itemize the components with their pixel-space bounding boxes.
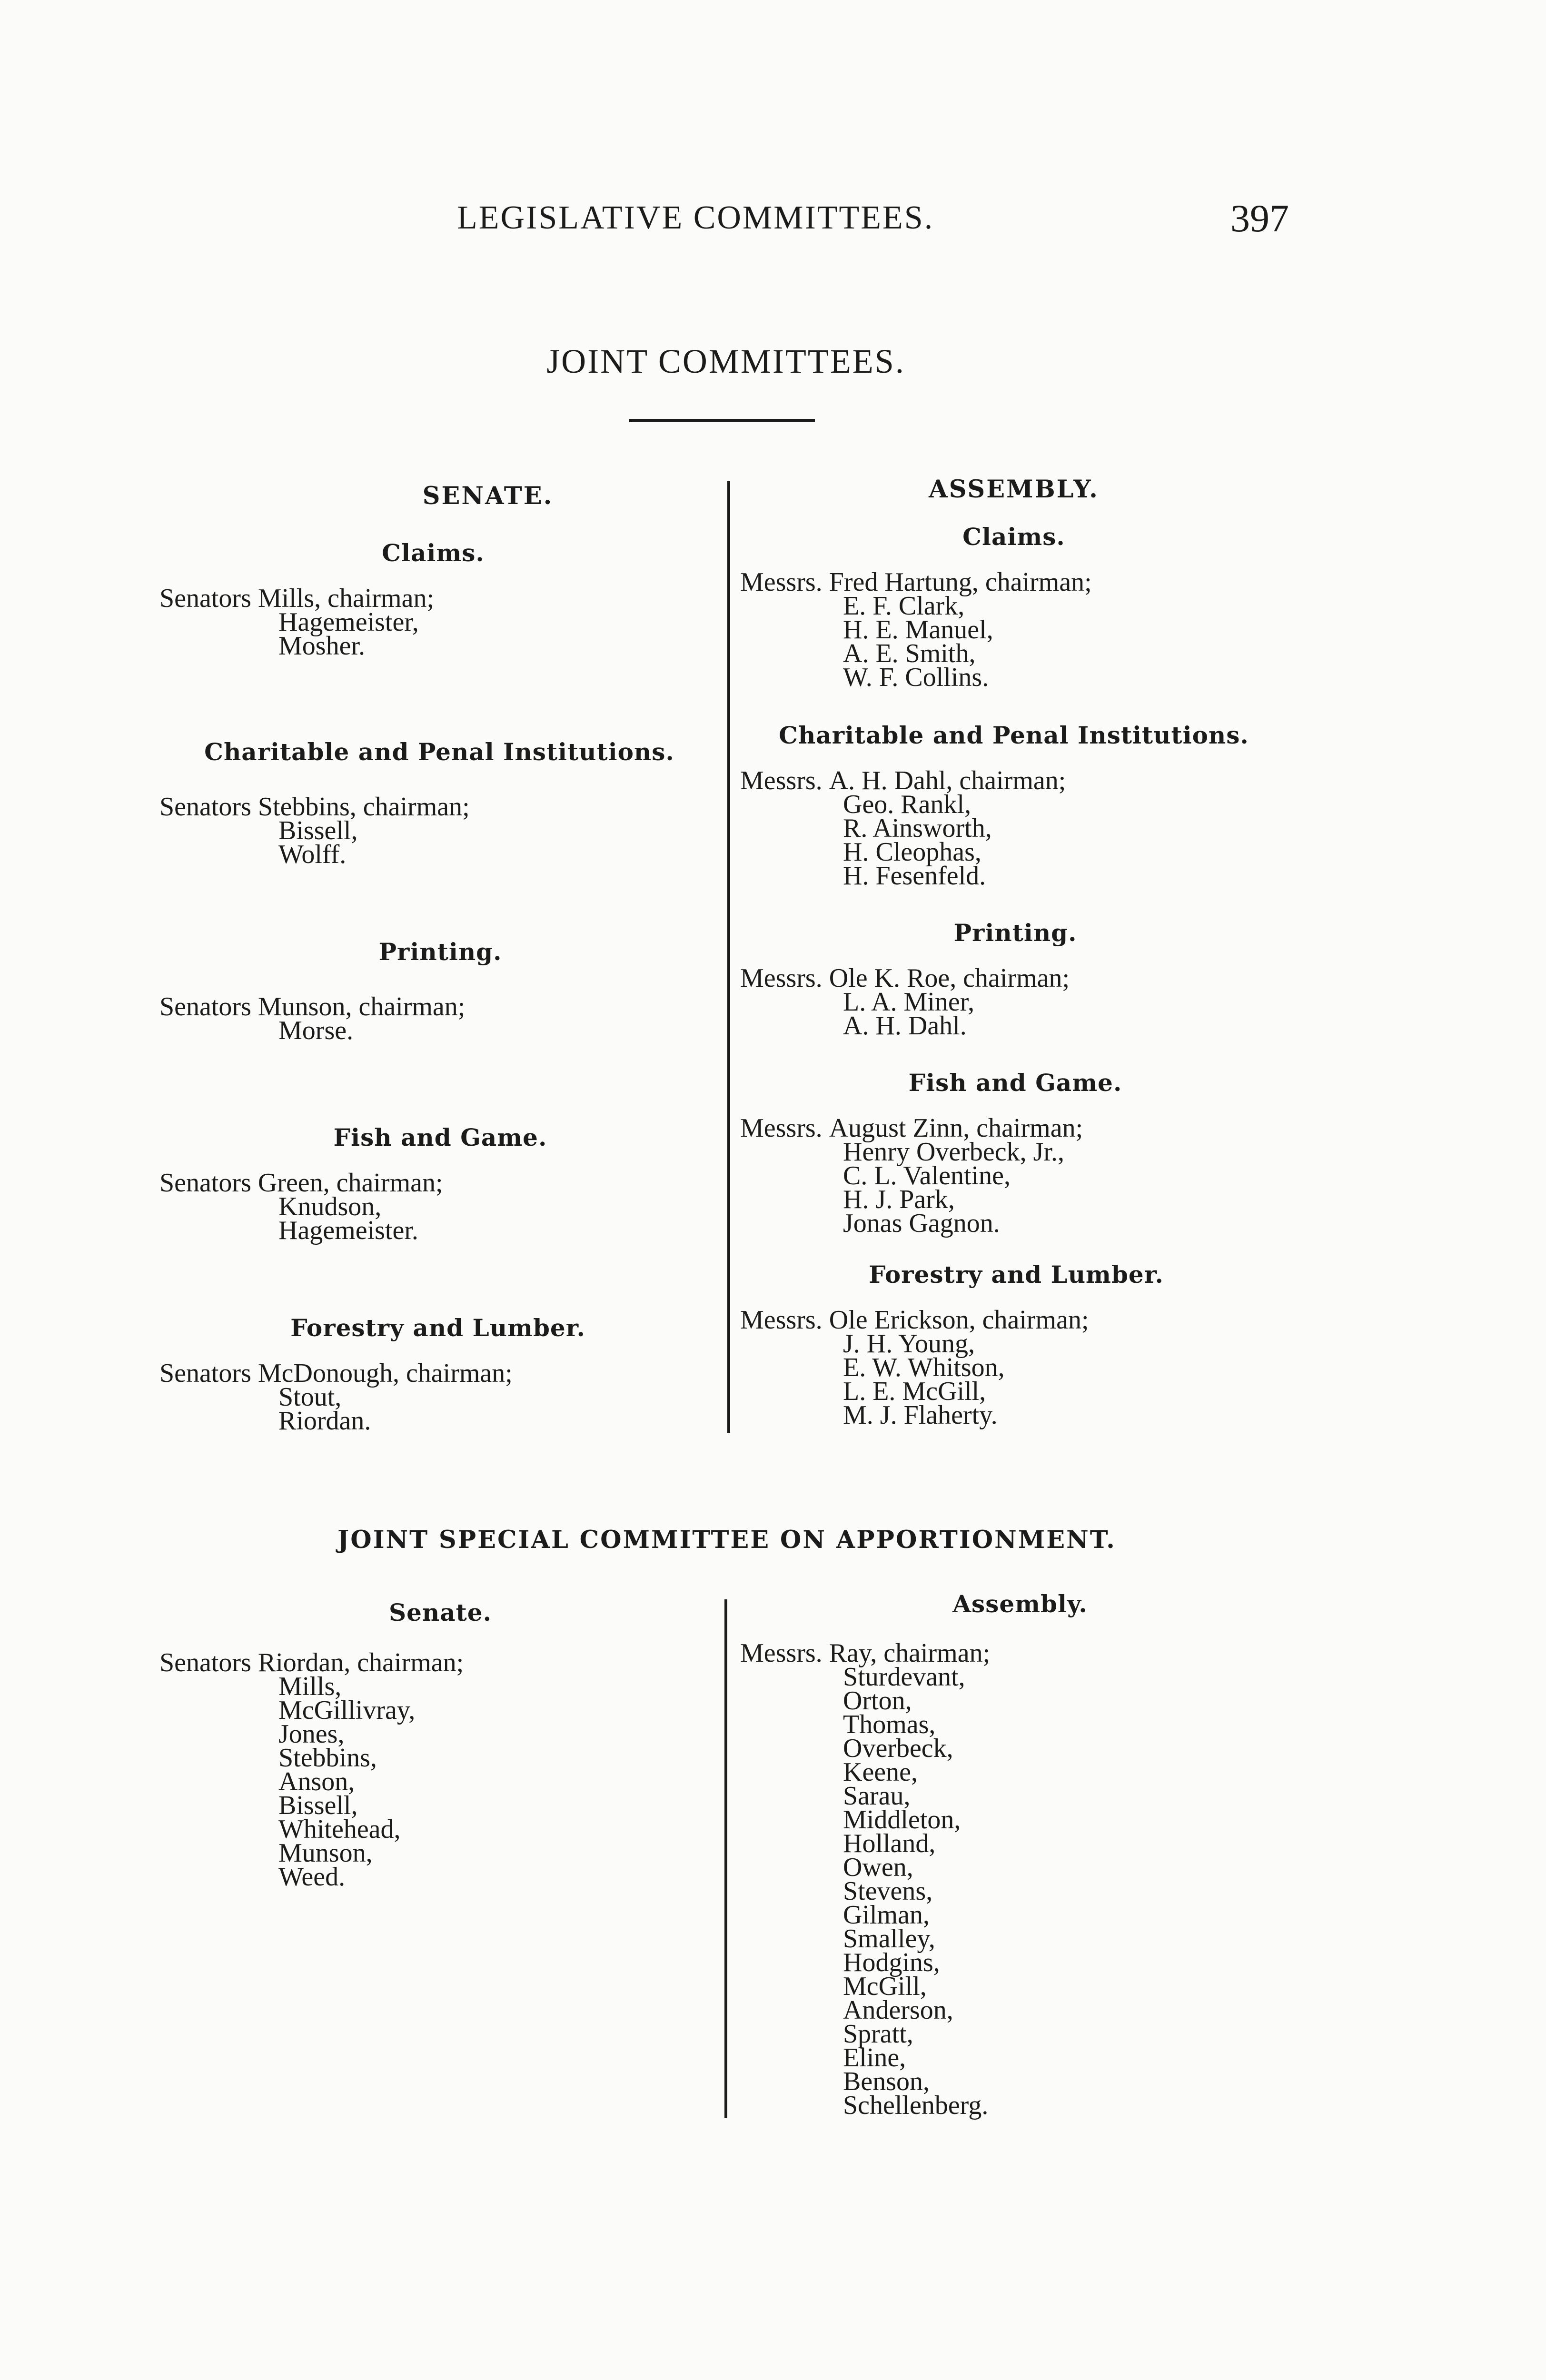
- member-name: Morse.: [278, 1016, 354, 1045]
- member-name: Ray, chairman;: [829, 1638, 991, 1668]
- member-name: Stout,: [278, 1382, 342, 1412]
- member-name: Middleton,: [843, 1805, 961, 1835]
- member-name: Schellenberg.: [843, 2091, 989, 2120]
- member-name: L. A. Miner,: [843, 987, 975, 1017]
- member-name: McGillivray,: [278, 1696, 416, 1725]
- member-name: Thomas,: [843, 1710, 936, 1739]
- member-name: H. J. Park,: [843, 1185, 955, 1214]
- senate-committee-members: [159, 1359, 513, 1436]
- member-name: Overbeck,: [843, 1734, 953, 1763]
- senate-committee-heading: Charitable and Penal Institutions.: [204, 738, 674, 766]
- member-name: Green, chairman;: [258, 1168, 443, 1198]
- member-name: Hagemeister.: [278, 1216, 418, 1245]
- member-name: Whitehead,: [278, 1815, 401, 1844]
- member-name: Hagemeister,: [278, 607, 419, 637]
- member-name: Mosher.: [278, 631, 365, 661]
- member-name: C. L. Valentine,: [843, 1161, 1011, 1190]
- member-name: J. H. Young,: [843, 1329, 975, 1359]
- member-name: Riordan.: [278, 1406, 371, 1436]
- page-number: 397: [1230, 197, 1289, 240]
- member-prefix: Messrs.: [740, 567, 823, 597]
- senate-committee-heading: Fish and Game.: [333, 1123, 547, 1151]
- member-name: E. F. Clark,: [843, 591, 965, 621]
- member-name: Sturdevant,: [843, 1662, 965, 1692]
- senate-heading: SENATE.: [422, 482, 554, 510]
- member-name: Ole Erickson, chairman;: [829, 1305, 1089, 1335]
- running-title: LEGISLATIVE COMMITTEES.: [457, 199, 934, 236]
- assembly-committee-heading: Charitable and Penal Institutions.: [779, 721, 1249, 749]
- senate-committee-heading: Claims.: [382, 539, 485, 567]
- member-name: A. H. Dahl.: [843, 1011, 967, 1041]
- member-name: Smalley,: [843, 1924, 935, 1954]
- member-name: Anderson,: [843, 1995, 953, 2025]
- senate-committee-members: [159, 992, 466, 1045]
- column-divider-upper: [727, 481, 730, 1433]
- apportionment-assembly-heading: Assembly.: [952, 1590, 1088, 1618]
- member-name: Spratt,: [843, 2019, 913, 2049]
- member-name: Mills, chairman;: [258, 584, 435, 613]
- member-name: Keene,: [843, 1757, 918, 1787]
- assembly-committee-heading: Forestry and Lumber.: [869, 1260, 1164, 1289]
- member-prefix: Senators: [159, 1648, 251, 1677]
- member-name: Wolff.: [278, 840, 347, 869]
- member-name: Holland,: [843, 1829, 936, 1858]
- member-name: Jones,: [278, 1719, 345, 1749]
- member-name: August Zinn, chairman;: [829, 1113, 1083, 1143]
- member-name: Hodgins,: [843, 1948, 940, 1977]
- member-name: McDonough, chairman;: [258, 1359, 513, 1388]
- member-prefix: Messrs.: [740, 1113, 823, 1143]
- member-name: Eline,: [843, 2043, 906, 2073]
- member-name: Bissell,: [278, 1791, 358, 1820]
- member-name: E. W. Whitson,: [843, 1353, 1005, 1382]
- member-name: W. F. Collins.: [843, 663, 989, 692]
- member-name: Fred Hartung, chairman;: [829, 567, 1092, 597]
- assembly-committee-members: [740, 1113, 1083, 1238]
- member-name: A. E. Smith,: [843, 639, 976, 668]
- member-name: Knudson,: [278, 1192, 382, 1221]
- member-name: Orton,: [843, 1686, 912, 1716]
- member-name: M. J. Flaherty.: [843, 1400, 998, 1430]
- member-name: Munson,: [278, 1838, 373, 1868]
- apportionment-senate-members: [159, 1648, 464, 1892]
- member-name: H. Fesenfeld.: [843, 861, 986, 891]
- member-prefix: Senators: [159, 1359, 251, 1388]
- member-name: R. Ainsworth,: [843, 813, 992, 843]
- member-name: Stevens,: [843, 1876, 933, 1906]
- member-name: A. H. Dahl, chairman;: [829, 766, 1066, 795]
- member-name: Geo. Rankl,: [843, 790, 971, 819]
- member-prefix: Senators: [159, 1168, 251, 1198]
- assembly-committee-heading: Fish and Game.: [908, 1069, 1122, 1097]
- senate-committee-heading: Printing.: [378, 938, 502, 966]
- assembly-heading: ASSEMBLY.: [929, 475, 1099, 504]
- assembly-committee-members: [740, 567, 1092, 692]
- member-name: Anson,: [278, 1767, 355, 1796]
- member-name: Riordan, chairman;: [258, 1648, 464, 1677]
- member-name: Gilman,: [843, 1900, 930, 1930]
- page-title: JOINT COMMITTEES.: [546, 342, 905, 380]
- member-name: Stebbins,: [278, 1743, 377, 1773]
- member-prefix: Messrs.: [740, 963, 823, 993]
- member-prefix: Messrs.: [740, 766, 823, 795]
- member-prefix: Messrs.: [740, 1305, 823, 1335]
- member-prefix: Senators: [159, 992, 251, 1021]
- member-name: L. E. McGill,: [843, 1377, 986, 1406]
- member-prefix: Senators: [159, 792, 251, 822]
- title-divider: [629, 419, 815, 422]
- member-name: Ole K. Roe, chairman;: [829, 963, 1070, 993]
- member-name: Benson,: [843, 2067, 930, 2096]
- apportionment-senate-heading: Senate.: [389, 1598, 492, 1626]
- assembly-committee-members: [740, 766, 1066, 891]
- member-name: H. E. Manuel,: [843, 615, 993, 645]
- running-head: [0, 199, 1546, 242]
- assembly-committee-heading: Claims.: [962, 523, 1065, 551]
- member-name: Henry Overbeck, Jr.,: [843, 1137, 1064, 1167]
- apportionment-assembly-members: [740, 1638, 991, 2120]
- member-name: Jonas Gagnon.: [843, 1209, 1000, 1238]
- member-name: Munson, chairman;: [258, 992, 466, 1021]
- member-name: H. Cleophas,: [843, 837, 981, 867]
- apportionment-title: JOINT SPECIAL COMMITTEE ON APPORTIONMENT.: [337, 1526, 1116, 1554]
- senate-committee-heading: Forestry and Lumber.: [290, 1314, 585, 1342]
- senate-committee-members: [159, 584, 435, 661]
- member-prefix: Messrs.: [740, 1638, 823, 1668]
- member-name: Mills,: [278, 1672, 342, 1701]
- member-name: McGill,: [843, 1972, 927, 2001]
- assembly-committee-heading: Printing.: [953, 919, 1077, 947]
- assembly-committee-members: [740, 1305, 1089, 1430]
- member-name: Stebbins, chairman;: [258, 792, 470, 822]
- assembly-committee-members: [740, 963, 1070, 1041]
- senate-committee-members: [159, 792, 470, 869]
- member-name: Bissell,: [278, 816, 358, 845]
- member-prefix: Senators: [159, 584, 251, 613]
- column-divider-lower: [724, 1599, 727, 2118]
- senate-committee-members: [159, 1168, 443, 1245]
- member-name: Weed.: [278, 1862, 346, 1892]
- member-name: Owen,: [843, 1853, 913, 1882]
- member-name: Sarau,: [843, 1781, 911, 1811]
